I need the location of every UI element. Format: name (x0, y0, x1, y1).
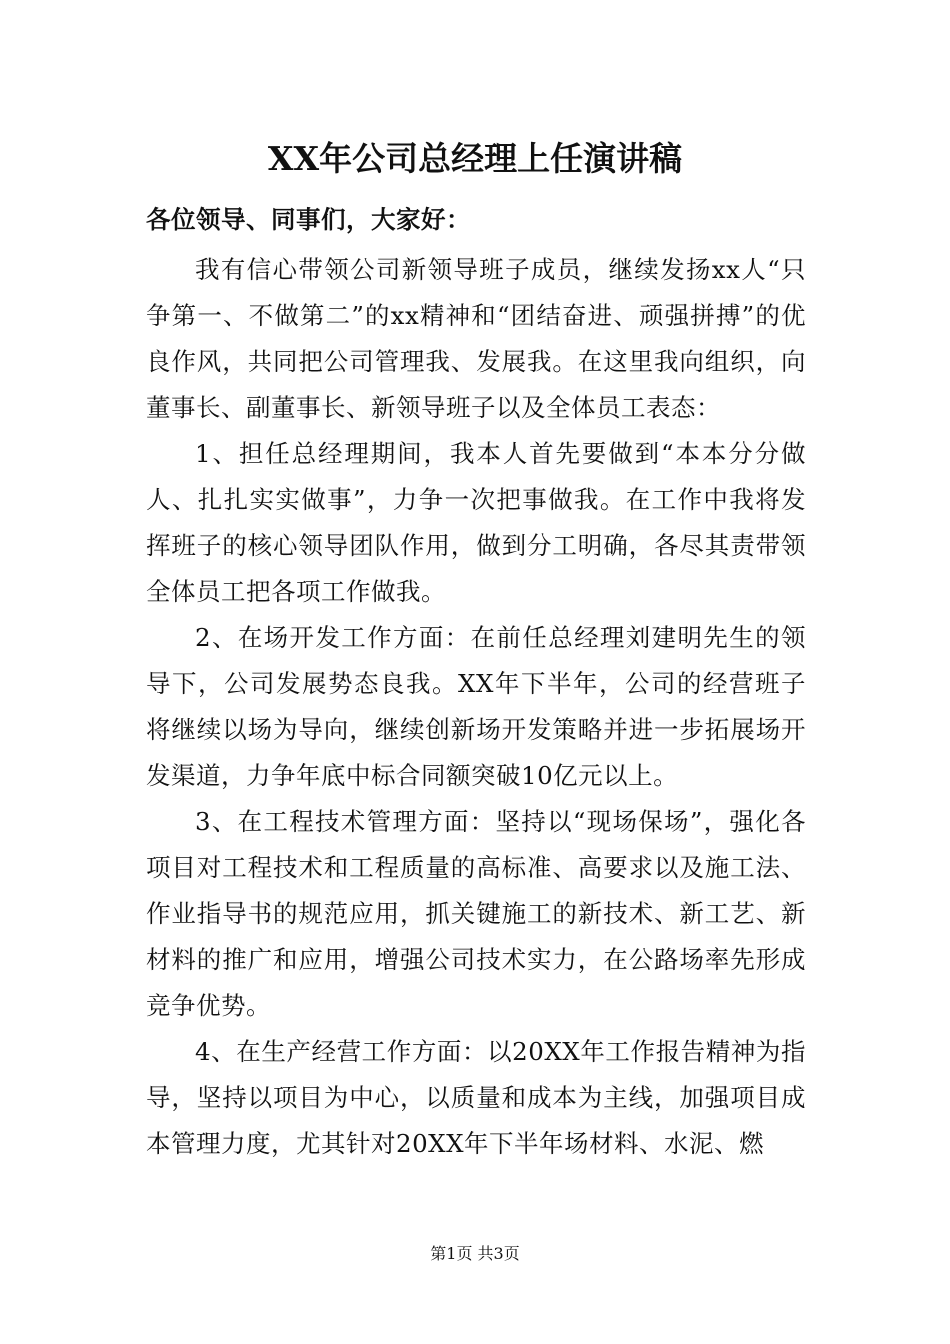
paragraph-2: 1、担任总经理期间，我本人首先要做到“本本分分做人、扎扎实实做事”，力争一次把事做我。在工作中我将发挥班子的核心领导团队作用，做到分工明确，各尽其责带领全体员工把各项工作做我。 (146, 439, 806, 606)
document-title: XX年公司总经理上任演讲稿 (267, 139, 683, 178)
page-footer: 第1页 共3页 (430, 1244, 520, 1263)
salutation: 各位领导、同事们，大家好： (146, 205, 471, 234)
paragraph-1: 我有信心带领公司新领导班子成员，继续发扬xx人“只争第一、不做第二”的xx精神和“团结奋进、顽强拼搏”的优良作风，共同把公司管理我、发展我。在这里我向组织，向董事长、副董事长、新领导班子以及全体员工表态： (146, 255, 806, 422)
paragraph-5: 4、在生产经营工作方面：以20XX年工作报告精神为指导，坚持以项目为中心，以质量和成本为主线，加强项目成本管理力度，尤其针对20XX年下半年场材料、水泥、燃 (146, 1037, 806, 1158)
paragraph-4: 3、在工程技术管理方面：坚持以“现场保场”，强化各项目对工程技术和工程质量的高标准、高要求以及施工法、作业指导书的规范应用，抓关键施工的新技术、新工艺、新材料的推广和应用，增强公司技术实力，在公路场率先形成竞争优势。 (146, 807, 806, 1020)
document-body (146, 197, 806, 1167)
paragraph-3: 2、在场开发工作方面：在前任总经理刘建明先生的领导下，公司发展势态良我。XX年下半年，公司的经营班子将继续以场为导向，继续创新场开发策略并进一步拓展场开发渠道，力争年底中标合同额突破10亿元以上。 (146, 623, 806, 790)
